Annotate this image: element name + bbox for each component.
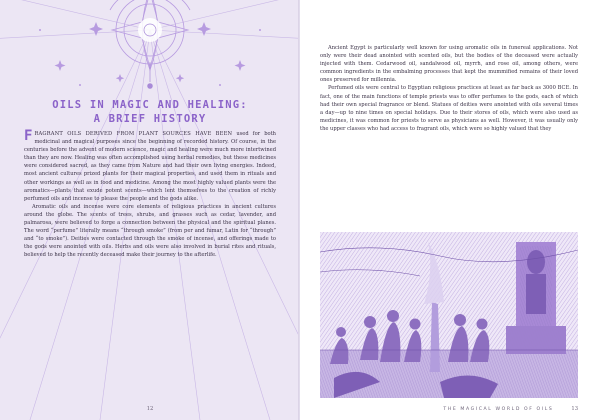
paragraph-2: Aromatic oils and incense were core elements of religious practices in ancient cultures around the globe. The scents of trees, shrubs, and grasses such as cedar, lavender, and palmarosa, were believed to forge a connection between the physical and the spiritual planes. The word “perfume” literally means “through smoke” (from per and fumar, Latin for “through” and “to smoke”). Deities were contacted through the smoke of incense, and offerings made to the gods were anointed with oils. Herbs and oils were also involved in burial rites and rituals, believed to help the recently deceased make their journey to the afterlife. xyxy=(24,203,276,259)
section-heading xyxy=(18,98,282,126)
right-paragraph-1: Ancient Egypt is particularly well known for using aromatic oils in funereal applications. Not only were their dead anointed with scented oils, but the bodies of the deceased were actually injected with them. Cedarwood oil, sandalwood oil, myrrh, and rose oil, among others, were common ingredients in the embalming processes that kept the mummified remains of their loved ones preserved for millennia. xyxy=(320,45,578,84)
lead-caps: RAGRANT OILS DERIVED FROM PLANT SOURCES HAVE BEEN xyxy=(34,131,233,137)
page-number-left: 12 xyxy=(146,406,154,412)
right-body-text xyxy=(320,44,578,133)
heading-line-2: A BRIEF HISTORY xyxy=(93,113,207,125)
left-body-text xyxy=(24,130,276,260)
page-number-right: 13 xyxy=(571,406,578,412)
right-paragraph-2: Perfumed oils were central to Egyptian religious practices at least as far back as 3000 BCE. In fact, one of the main functions of temple priests was to offer perfumes to the gods, each of which had their own special fragrance or blend. Statues of deities were anointed with oils several times a day—up to nine times on special holidays. Due to their stores of oils, which were also used as medicines, it was common for priests to serve as physicians as well. However, it was usually only the upper classes who had access to fragrant oils, which were so highly valued that they xyxy=(320,85,578,132)
heading-line-1: OILS IN MAGIC AND HEALING: xyxy=(52,99,248,111)
engraved-ritual-illustration xyxy=(320,232,578,398)
running-footer xyxy=(320,406,578,412)
drop-cap: F xyxy=(24,128,33,144)
ritual-engraving-drawing xyxy=(320,232,578,398)
right-page xyxy=(300,0,600,420)
book-title-footer: THE MAGICAL WORLD OF OILS xyxy=(443,406,554,412)
paragraph-1-text: used for both medicinal and magical purposes since the beginning of recorded history. Of course, in the centuries before the advent of modern science, magic and healing were much more intertwined than they are now. Healing was often accomplished using herbal remedies, but these medicines were considered sacred, as they came from Nature and had their own living energies. Indeed, most ancient cultures prized plants for their magical properties, and used them in rituals and other workings as well as in food and medicine. Among the most highly valued plants were the aromatics—plants that exude potent scents—which lent themselves to the creation of richly perfumed oils and incense to please the people and the gods alike. xyxy=(24,131,276,202)
intro-paragraph xyxy=(24,130,276,203)
